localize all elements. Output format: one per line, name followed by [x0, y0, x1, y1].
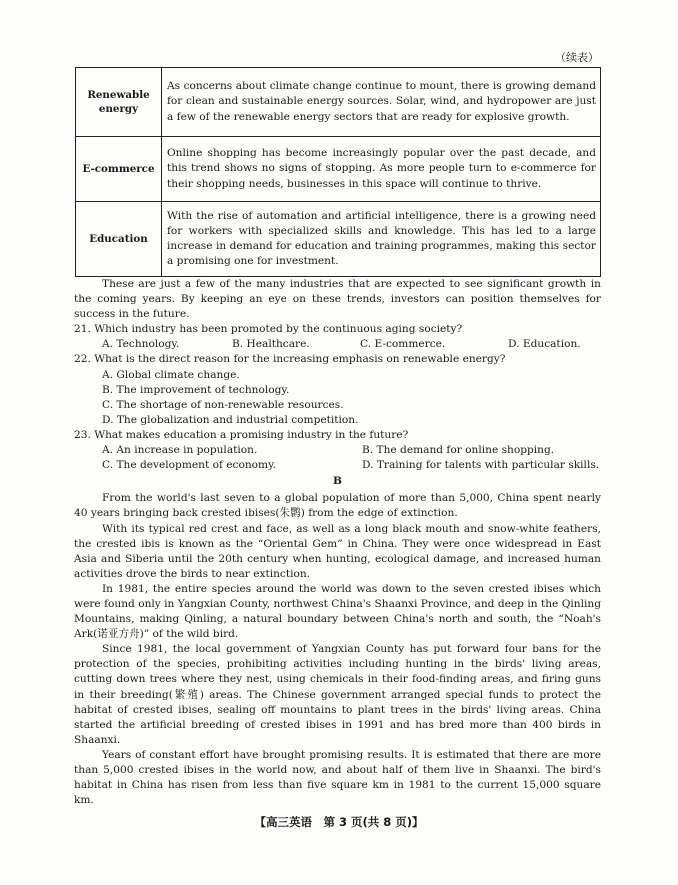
option-a: A. Technology. — [102, 338, 180, 351]
closing-paragraph: These are just a few of the many industries that are expected to see significant growth in the coming years. By keeping an eye on these trends, investors can position themselves for success in the future. — [74, 278, 601, 321]
table-row — [76, 68, 601, 137]
option-row — [74, 443, 601, 458]
option-d: D. The globalization and industrial competition. — [102, 413, 359, 426]
option-row — [74, 337, 601, 352]
industry-name: Renewable energy — [76, 68, 162, 137]
question-stem: 22. What is the direct reason for the increasing emphasis on renewable energy? — [74, 353, 506, 366]
industry-name: Education — [76, 202, 162, 277]
option-row — [74, 458, 601, 473]
option-d: D. Education. — [508, 338, 581, 351]
industry-description: Online shopping has become increasingly popular over the past decade, and this trend shows no signs of stopping. As more people turn to e-commerce for their shopping needs, businesses in this space will continue to thrive. — [162, 137, 601, 202]
passage-b-paragraph: Years of constant effort have brought promising results. It is estimated that there are more than 5,000 crested ibises in the world now, and about half of them live in Shaanxi. The bird's habitat in China has risen from less than five square km in 1981 to the current 15,000 square km. — [74, 748, 601, 807]
continuation-label: （续表） — [555, 51, 599, 64]
industry-description: With the rise of automation and artificial intelligence, there is a growing need for workers with specialized skills and knowledge. This has led to a large increase in demand for education and training programmes, making this sector a promising one for investment. — [162, 202, 601, 277]
question-23 — [74, 428, 601, 473]
page-footer: 【高三英语 第 3 页(共 8 页)】 — [254, 815, 424, 829]
body-text — [74, 277, 601, 808]
option-c: C. The development of economy. — [102, 459, 277, 472]
passage-b-paragraph: From the world's last seven to a global population of more than 5,000, China spent nearly 40 years bringing back crested ibises(朱鹮) from the edge of extinction. — [74, 492, 601, 520]
passage-b-paragraph: In 1981, the entire species around the world was down to the seven crested ibises which were found only in Yangxian County, northwest China's Shaanxi Province, and deep in the Qinling Mountains, making Qinling, a natural boundary between China's north and south, the “Noah's Ark(诺亚方舟)” of the wild bird. — [74, 582, 601, 641]
option-a: A. Global climate change. — [102, 368, 240, 381]
industry-table — [75, 67, 601, 277]
section-b-title: B — [333, 475, 342, 488]
option-b: B. The improvement of technology. — [102, 383, 290, 396]
option-d: D. Training for talents with particular skills. — [362, 459, 600, 472]
industry-description: As concerns about climate change continue to mount, there is growing demand for clean and sustainable energy sources. Solar, wind, and hydropower are just a few of the renewable energy sectors that are ready for explosive growth. — [162, 68, 601, 137]
option-b: B. Healthcare. — [232, 338, 310, 351]
option-a: A. An increase in population. — [102, 444, 258, 457]
passage-b-paragraph: Since 1981, the local government of Yangxian County has put forward four bans for the protection of the species, prohibiting activities including hunting in the birds' living areas, cutting down trees where they nest, using chemicals in their food-finding areas, and firing guns in their breeding(繁殖) areas. The Chinese government arranged special funds to protect the habitat of crested ibises, sealing off mountains to plant trees in the birds' living areas. China started the artificial breeding of crested ibises in 1991 and has bred more than 400 birds in Shaanxi. — [74, 643, 601, 746]
table-row — [76, 137, 601, 202]
question-22 — [74, 352, 601, 427]
question-21 — [74, 322, 601, 352]
question-stem: 21. Which industry has been promoted by the continuous aging society? — [74, 323, 463, 336]
passage-b-paragraph: With its typical red crest and face, as well as a long black mouth and snow-white feathers, the crested ibis is known as the “Oriental Gem” in China. They were once widespread in East Asia and Siberia until the 20th century when hunting, ecological damage, and increased human activities drove the birds to near extinction. — [74, 522, 601, 580]
table-row — [76, 202, 601, 277]
option-c: C. E-commerce. — [360, 338, 446, 351]
question-stem: 23. What makes education a promising industry in the future? — [74, 428, 409, 441]
option-b: B. The demand for online shopping. — [362, 444, 555, 457]
option-c: C. The shortage of non-renewable resources. — [102, 398, 344, 411]
industry-name: E-commerce — [76, 137, 162, 202]
